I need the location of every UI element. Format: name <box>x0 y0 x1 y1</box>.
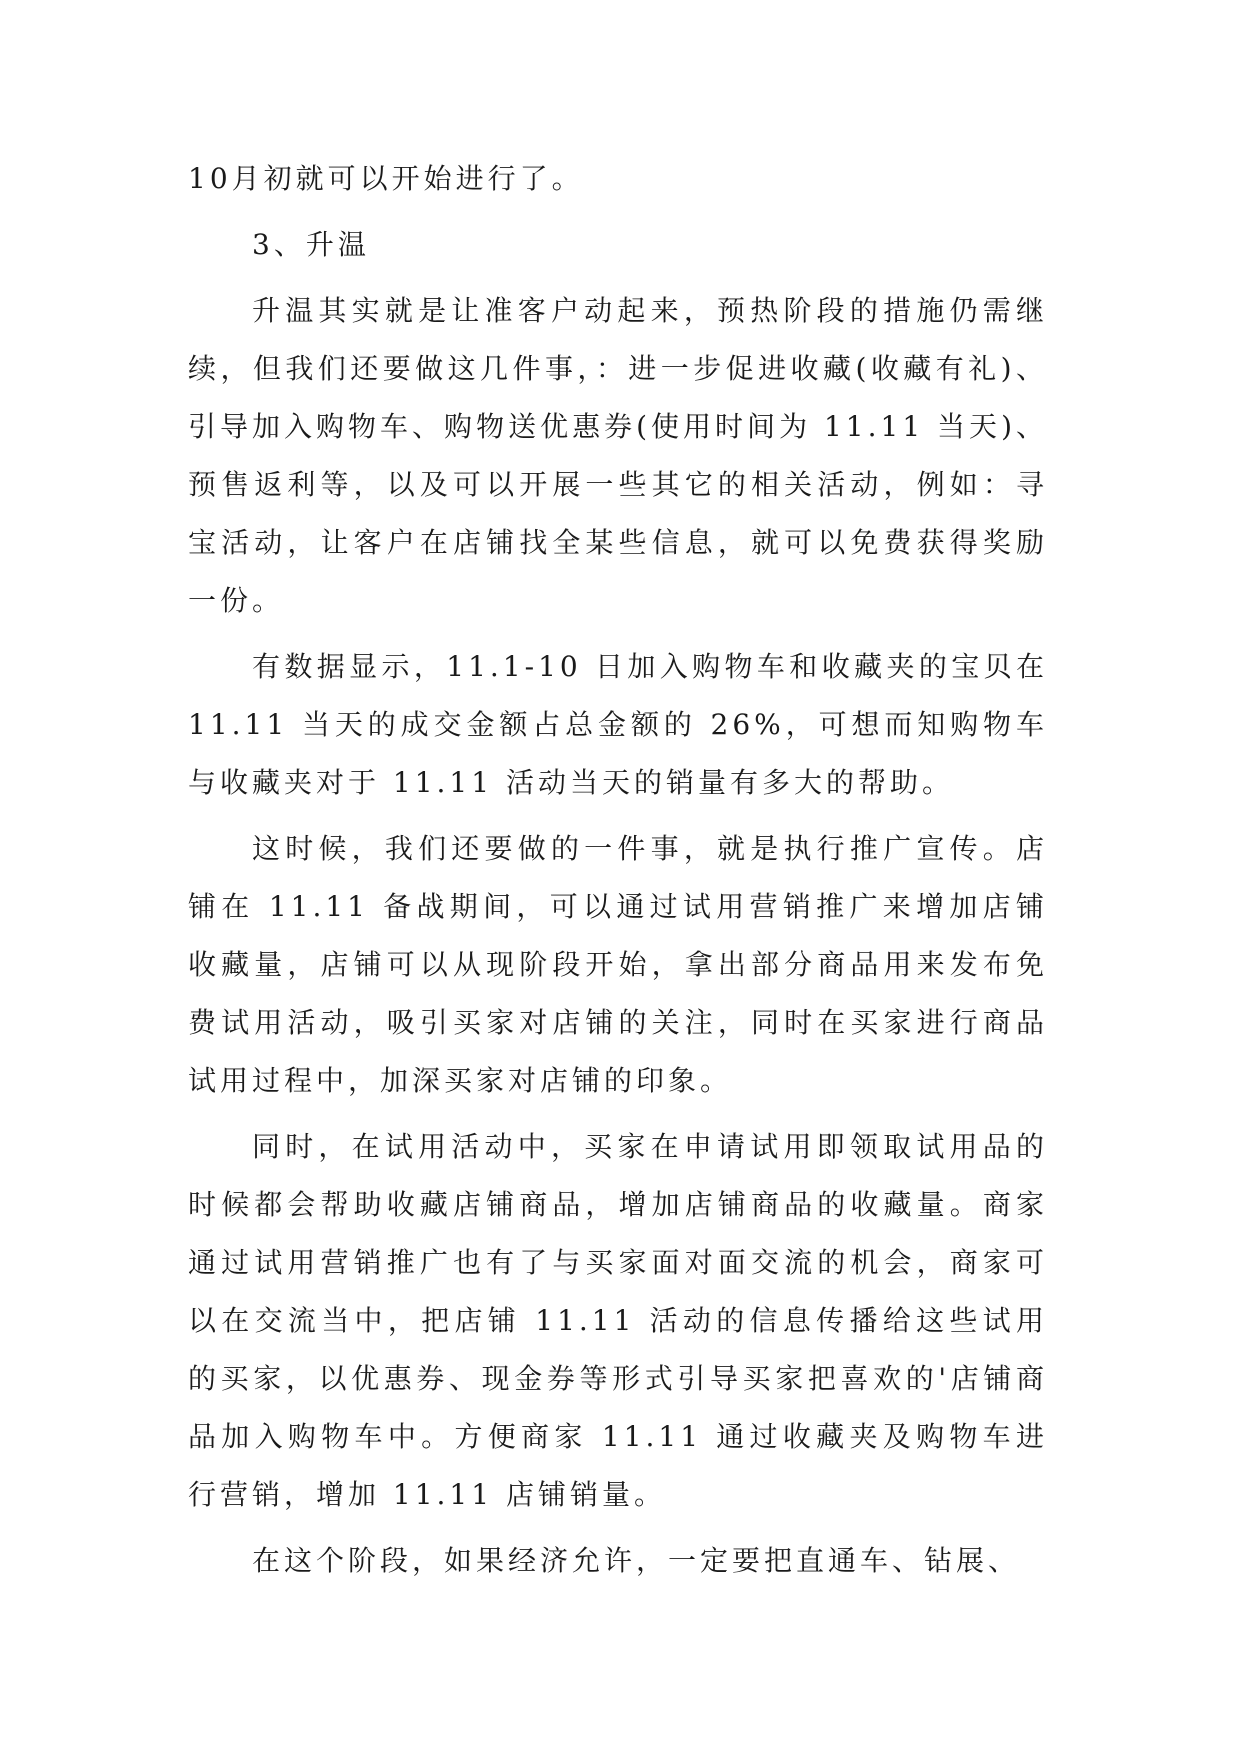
section-heading: 3、升温 <box>252 228 370 261</box>
paragraph-data-statistic: 有数据显示，11.1-10 日加入购物车和收藏夹的宝贝在 11.11 当天的成交金额占总金额的 26%，可想而知购物车与收藏夹对于 11.11 活动当天的销量有多大的帮助。 <box>188 650 1048 799</box>
document-body <box>188 150 1048 1598</box>
paragraph-promotion: 这时候，我们还要做的一件事，就是执行推广宣传。店铺在 11.11 备战期间，可以通过试用营销推广来增加店铺收藏量，店铺可以从现阶段开始，拿出部分商品用来发布免费试用活动，吸引买家对店铺的关注，同时在买家进行商品试用过程中，加深买家对店铺的印象。 <box>188 832 1048 1097</box>
paragraph-advertising: 在这个阶段，如果经济允许，一定要把直通车、钻展、 <box>252 1544 1021 1577</box>
paragraph-warmup-intro: 升温其实就是让准客户动起来，预热阶段的措施仍需继续，但我们还要做这几件事，：进一步促进收藏(收藏有礼)、引导加入购物车、购物送优惠券(使用时间为 11.11 当天)、预售返利等，以及可以开展一些其它的相关活动，例如：寻宝活动，让客户在店铺找全某些信息，就可以免费获得奖励一份。 <box>188 294 1048 617</box>
paragraph-continuation: 10月初就可以开始进行了。 <box>188 162 584 195</box>
paragraph-trial-activity: 同时，在试用活动中，买家在申请试用即领取试用品的时候都会帮助收藏店铺商品，增加店铺商品的收藏量。商家通过试用营销推广也有了与买家面对面交流的机会，商家可以在交流当中，把店铺 11.11 活动的信息传播给这些试用的买家，以优惠券、现金券等形式引导买家把喜欢的'店铺商品加入购物车中。方便商家 11.11 通过收藏夹及购物车进行营销，增加 11.11 店铺销量。 <box>188 1130 1048 1511</box>
